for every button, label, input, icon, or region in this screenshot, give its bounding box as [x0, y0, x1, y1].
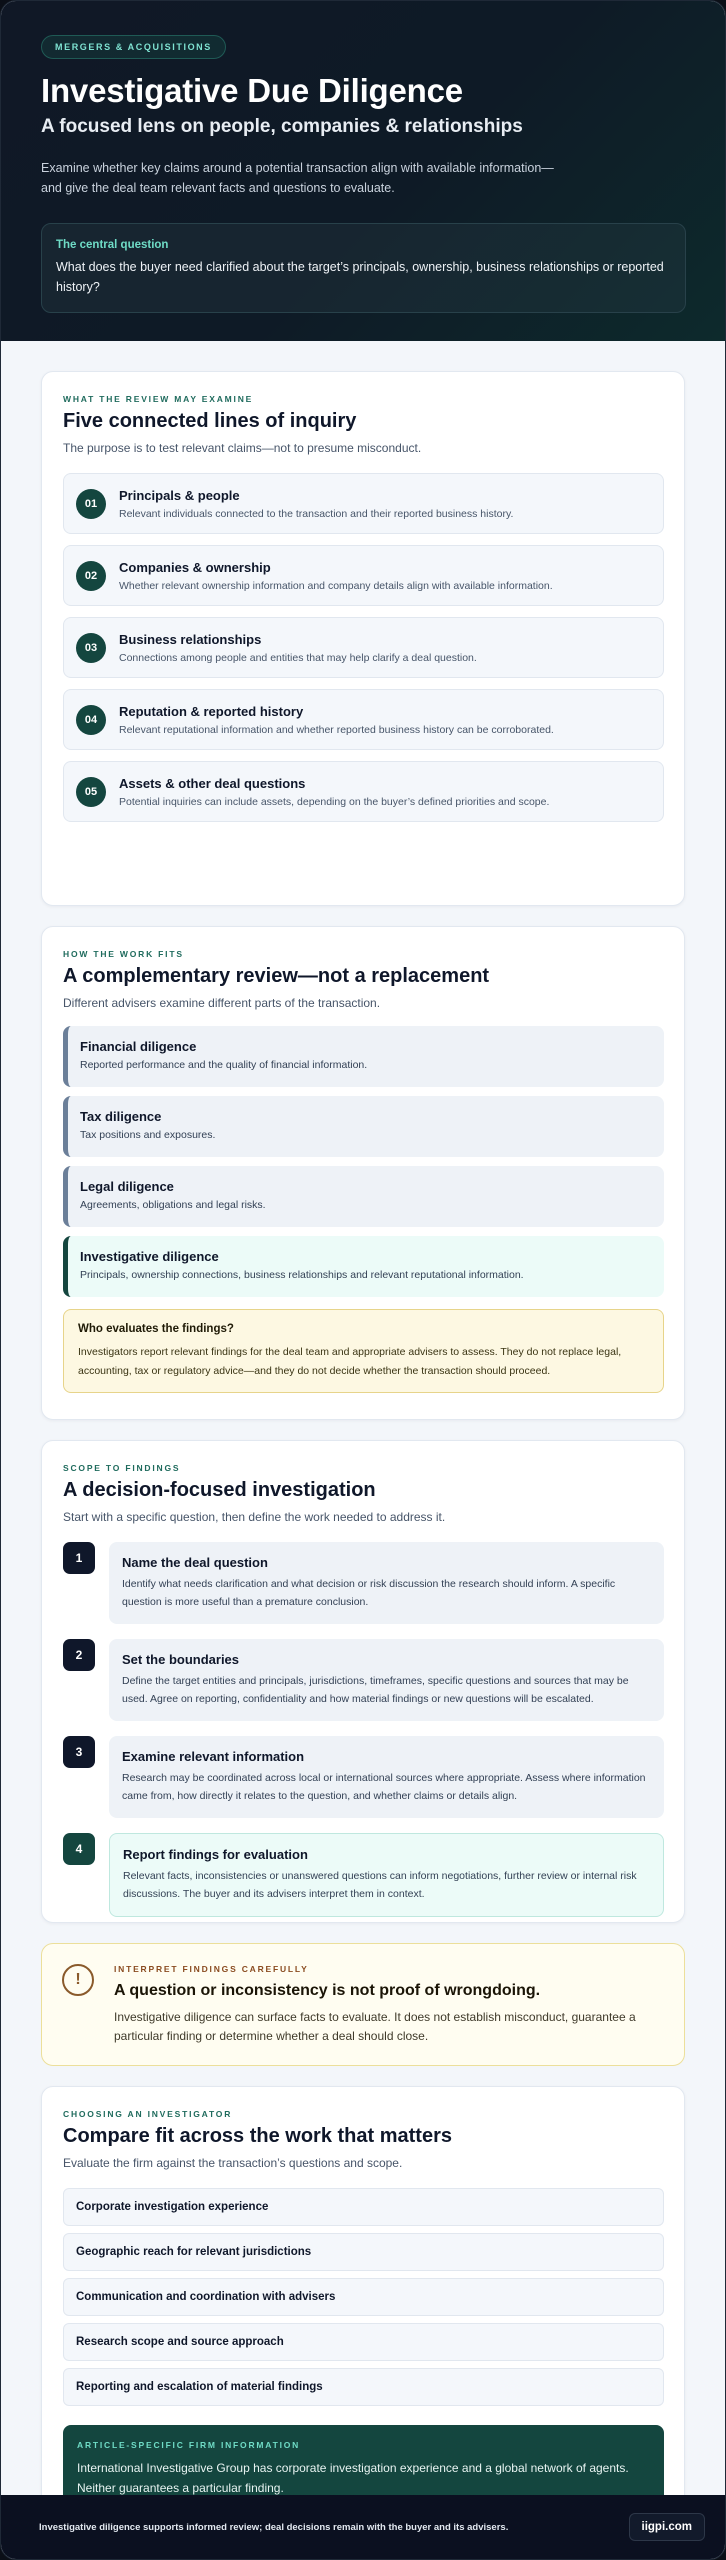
site-link[interactable]: iigpi.com	[629, 2513, 705, 2541]
inquiry-card	[41, 371, 685, 906]
central-question-text: What does the buyer need clarified about the target’s principals, ownership, business relationships or reported history?	[56, 260, 664, 294]
inquiry-item	[63, 473, 664, 534]
notice-text: Investigators report relevant findings for the deal team and appropriate advisers to assess. They do not replace legal, accounting, tax or regulatory advice—and they do not decide whether the transaction should proceed.	[78, 1346, 622, 1377]
page-subtitle: A focused lens on people, companies & relationships	[41, 116, 523, 137]
fit-item-financial	[63, 1026, 664, 1087]
fit-item-title: Legal diligence	[80, 1179, 174, 1194]
scope-title: A decision-focused investigation	[63, 1479, 376, 1501]
main-content	[1, 341, 725, 2532]
step-desc: Relevant facts, inconsistencies or unanswered questions can inform negotiations, further review or internal risk discussions. The buyer and its advisers interpret them in context.	[123, 1870, 637, 1900]
item-number: 02	[76, 561, 106, 591]
fit-eyebrow: HOW THE WORK FITS	[63, 949, 184, 959]
fit-item-desc: Tax positions and exposures.	[80, 1129, 216, 1141]
inquiry-eyebrow: WHAT THE REVIEW MAY EXAMINE	[63, 394, 254, 404]
footer	[1, 2495, 725, 2559]
fit-item-investigative	[63, 1236, 664, 1297]
step	[63, 1736, 664, 1818]
step	[63, 1542, 664, 1624]
central-question-box	[41, 223, 686, 313]
item-title: Business relationships	[119, 631, 262, 647]
item-number: 01	[76, 489, 106, 519]
item-desc: Relevant individuals connected to the transaction and their reported business history.	[119, 507, 514, 520]
fit-item-desc: Reported performance and the quality of financial information.	[80, 1059, 368, 1071]
fit-item-desc: Agreements, obligations and legal risks.	[80, 1199, 266, 1211]
page-title: Investigative Due Diligence	[41, 72, 463, 109]
item-desc: Potential inquiries can include assets, depending on the buyer’s defined priorities and scope.	[119, 795, 550, 808]
firm-info-text: International Investigative Group has corporate investigation experience and a global network of agents. Neither guarantees a particular finding.	[77, 2461, 629, 2495]
criterion-item: Communication and coordination with advisers	[63, 2278, 664, 2316]
fit-item-title: Investigative diligence	[80, 1249, 219, 1264]
fit-item-legal	[63, 1166, 664, 1227]
item-desc: Whether relevant ownership information and company details align with available information.	[119, 579, 553, 592]
fit-item-tax	[63, 1096, 664, 1157]
step-title: Report findings for evaluation	[123, 1847, 308, 1862]
notice-title: Who evaluates the findings?	[78, 1323, 234, 1335]
caution-title: A question or inconsistency is not proof of wrongdoing.	[114, 1982, 541, 1999]
caution-text: Investigative diligence can surface facts to evaluate. It does not establish misconduct, guarantee a particular finding or determine whether a deal should close.	[114, 2010, 636, 2043]
choose-title: Compare fit across the work that matters	[63, 2125, 452, 2147]
item-title: Reputation & reported history	[119, 703, 304, 719]
inquiry-item	[63, 617, 664, 678]
item-desc: Connections among people and entities that may help clarify a deal question.	[119, 651, 477, 664]
steps-list	[63, 1542, 664, 1917]
step	[63, 1639, 664, 1721]
item-number: 05	[76, 777, 106, 807]
inquiry-title: Five connected lines of inquiry	[63, 410, 357, 432]
item-title: Assets & other deal questions	[119, 775, 306, 791]
inquiry-subtitle: The purpose is to test relevant claims—not to presume misconduct.	[63, 441, 422, 455]
scope-card	[41, 1440, 685, 1923]
scope-eyebrow: SCOPE TO FINDINGS	[63, 1463, 181, 1473]
item-title: Principals & people	[119, 487, 240, 503]
step-number: 4	[63, 1833, 95, 1865]
inquiry-item	[63, 761, 664, 822]
criterion-item: Geographic reach for relevant jurisdictions	[63, 2233, 664, 2271]
criterion-item: Reporting and escalation of material findings	[63, 2368, 664, 2406]
step-title: Set the boundaries	[122, 1652, 240, 1667]
choose-subtitle: Evaluate the firm against the transaction’s questions and scope.	[63, 2156, 403, 2170]
fit-item-title: Financial diligence	[80, 1039, 197, 1054]
category-tag: MERGERS & ACQUISITIONS	[41, 35, 226, 59]
footer-text: Investigative diligence supports informed review; deal decisions remain with the buyer and its advisers.	[39, 2521, 509, 2533]
criterion-item: Research scope and source approach	[63, 2323, 664, 2361]
inquiry-list	[63, 473, 664, 822]
central-question-label: The central question	[56, 239, 169, 251]
exclamation-icon: !	[62, 1964, 94, 1996]
step-title: Examine relevant information	[122, 1749, 305, 1764]
choose-eyebrow: CHOOSING AN INVESTIGATOR	[63, 2109, 233, 2119]
item-number: 04	[76, 705, 106, 735]
step-number: 2	[63, 1639, 95, 1671]
caution-eyebrow: INTERPRET FINDINGS CAREFULLY	[114, 1964, 309, 1974]
step-number: 1	[63, 1542, 95, 1574]
hero	[1, 1, 725, 341]
fit-card	[41, 926, 685, 1420]
step-desc: Define the target entities and principals, jurisdictions, timeframes, specific questions and sources that may be used. Agree on reporting, confidentiality and how material findings or new questions will be escalated.	[122, 1675, 629, 1705]
intro-text: Examine whether key claims around a potential transaction align with available information—and give the deal team relevant facts and questions to evaluate.	[41, 161, 554, 195]
criteria-list	[63, 2188, 664, 2406]
criterion-item: Corporate investigation experience	[63, 2188, 664, 2226]
item-number: 03	[76, 633, 106, 663]
step	[63, 1833, 664, 1917]
firm-info-eyebrow: ARTICLE-SPECIFIC FIRM INFORMATION	[77, 2440, 301, 2450]
fit-title: A complementary review—not a replacement	[63, 965, 490, 987]
step-desc: Research may be coordinated across local or international sources where appropriate. Assess where information came from, how directly it relates to the question, and whether claims or details align.	[122, 1772, 646, 1802]
inquiry-item	[63, 545, 664, 606]
findings-notice	[63, 1309, 664, 1393]
fit-subtitle: Different advisers examine different parts of the transaction.	[63, 996, 381, 1010]
scope-subtitle: Start with a specific question, then define the work needed to address it.	[63, 1510, 446, 1524]
caution-callout	[41, 1943, 685, 2066]
fit-item-title: Tax diligence	[80, 1109, 162, 1124]
step-number: 3	[63, 1736, 95, 1768]
step-title: Name the deal question	[122, 1555, 268, 1570]
step-desc: Identify what needs clarification and what decision or risk discussion the research should inform. A specific question is more useful than a premature conclusion.	[122, 1578, 616, 1608]
item-desc: Relevant reputational information and whether reported business history can be corroborated.	[119, 723, 554, 736]
item-title: Companies & ownership	[119, 559, 271, 575]
choose-card	[41, 2086, 685, 2532]
fit-item-desc: Principals, ownership connections, business relationships and relevant reputational information.	[80, 1269, 524, 1281]
inquiry-item	[63, 689, 664, 750]
